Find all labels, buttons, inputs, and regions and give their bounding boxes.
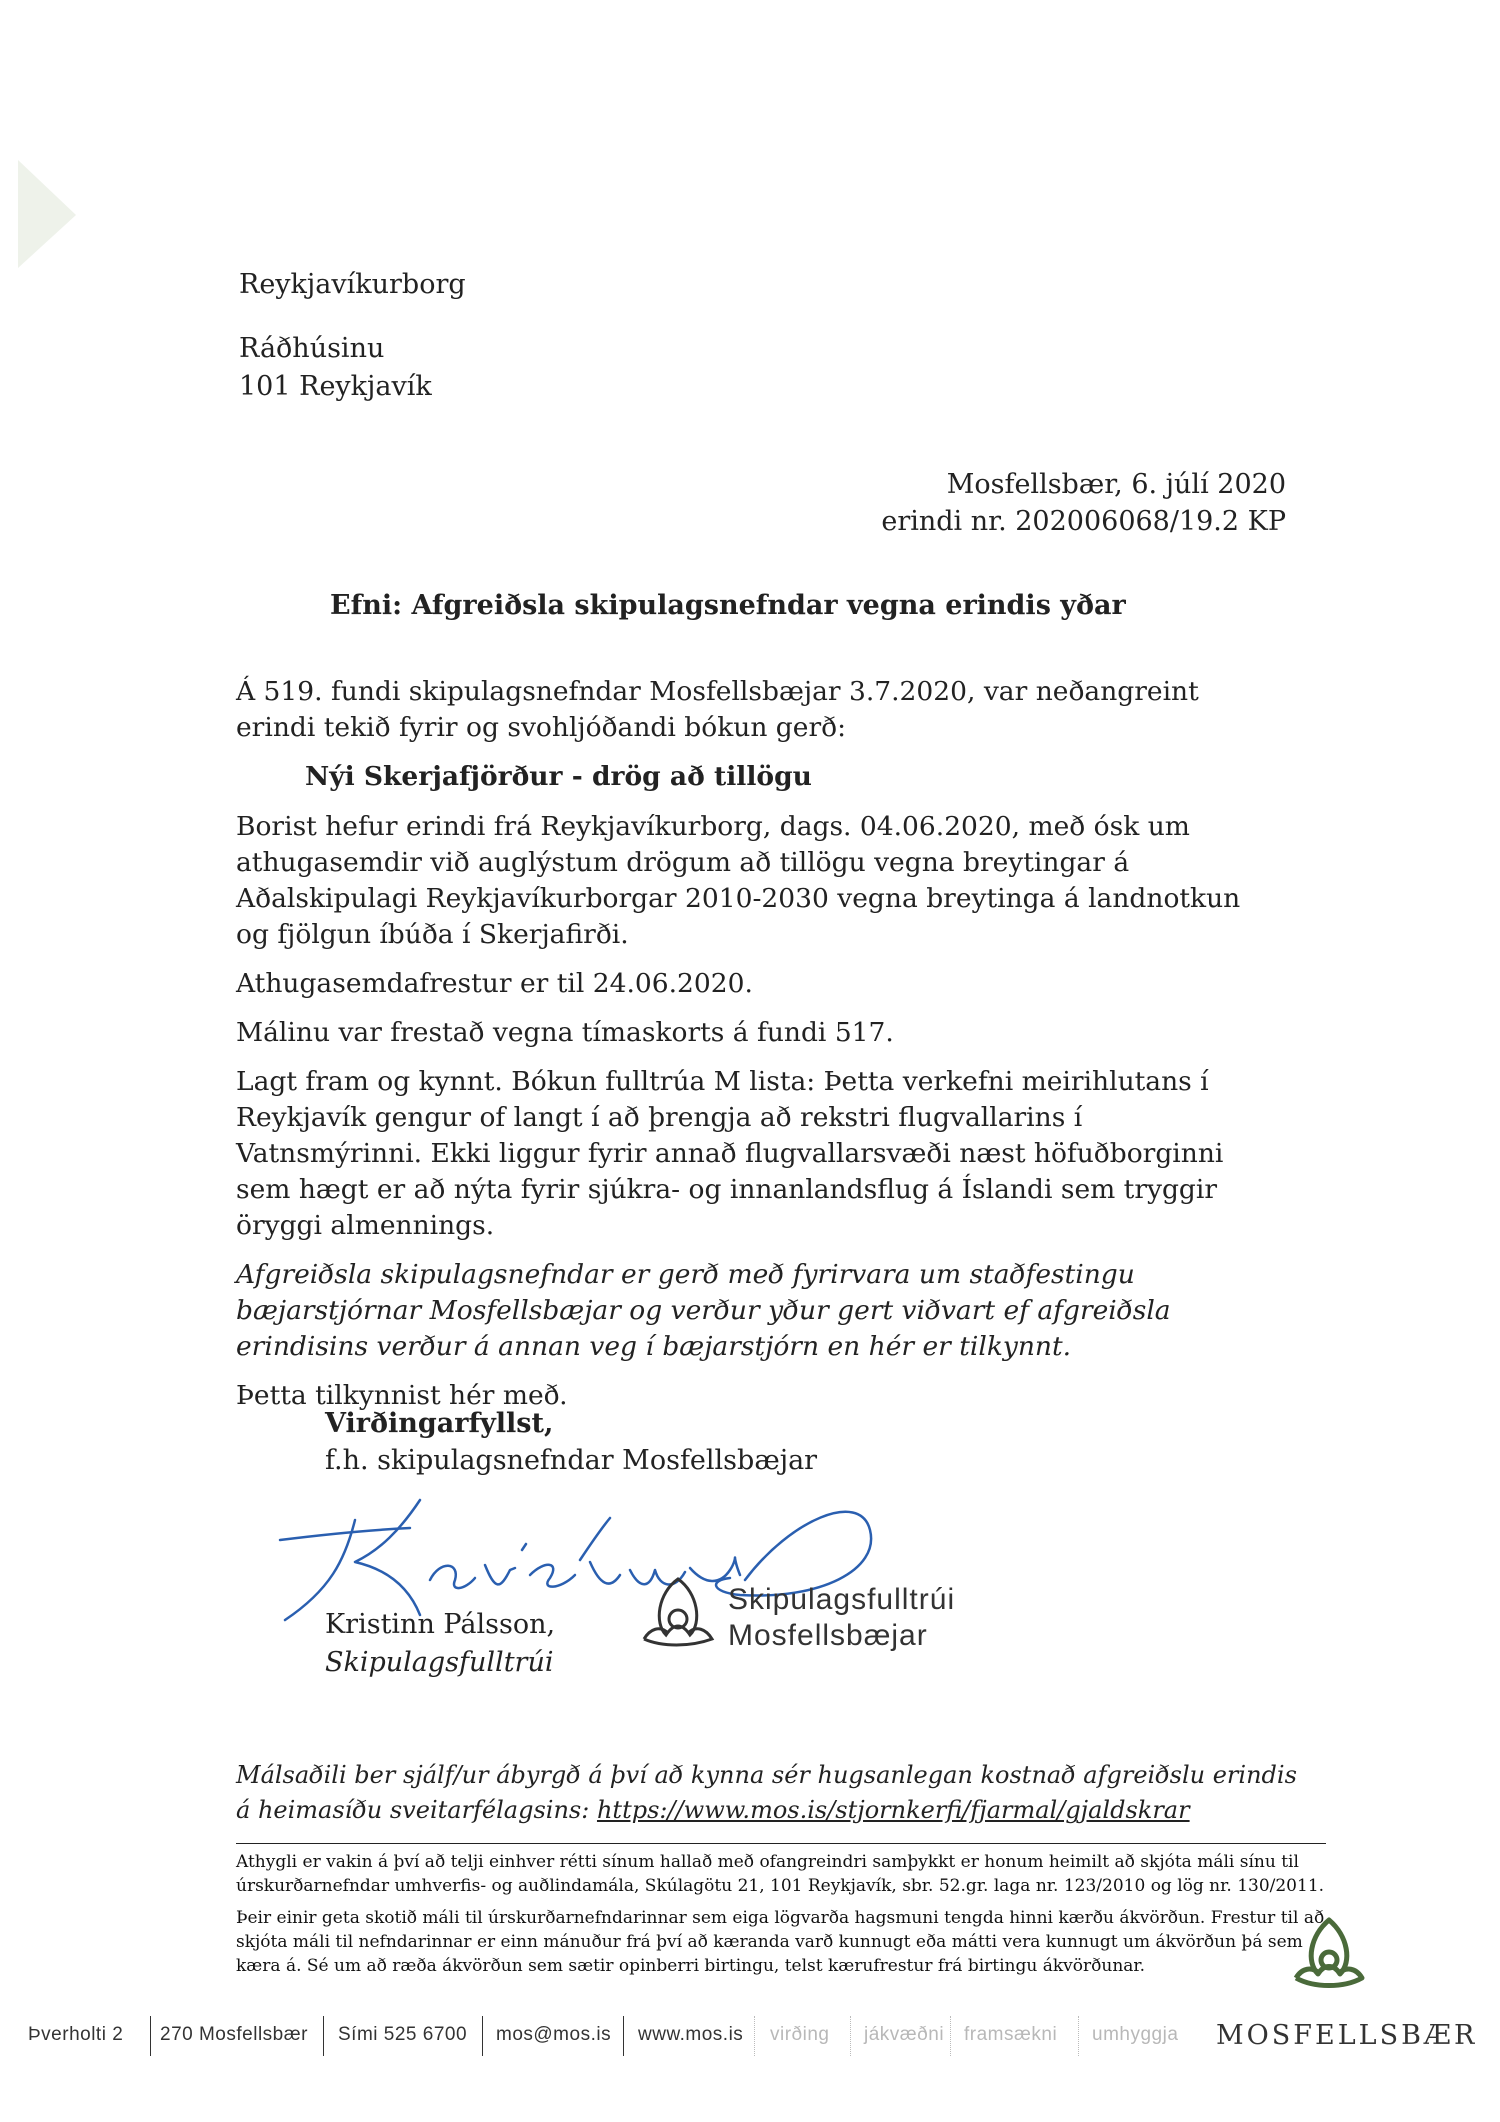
footer-separator	[1078, 2016, 1079, 2056]
date-reference-block	[881, 466, 1286, 540]
stamp-line2: Mosfellsbæjar	[728, 1619, 928, 1652]
legal-notice	[236, 1850, 1326, 1986]
letter-body	[236, 674, 1276, 1427]
footer-separator	[623, 2016, 624, 2056]
footer-separator	[150, 2016, 151, 2056]
footer-separator	[754, 2016, 755, 2056]
recipient-address-line2: 101 Reykjavík	[239, 371, 432, 402]
legal-paragraph-1: Athygli er vakin á því að telji einhver rétti sínum hallað með ofangreindri samþykkt er honum heimilt að skjóta máli sínu til úrskurðarnefndar umhverfis- og auðlindamála, Skúlagötu 21, 101 Reykjavík, sbr. 52.gr. laga nr. 123/2010 og lög nr. 130/2011.	[236, 1852, 1325, 1896]
signer-block	[325, 1606, 555, 1682]
intro-paragraph: Á 519. fundi skipulagsnefndar Mosfellsbæjar 3.7.2020, var neðangreint erindi tekið fyrir og svohljóðandi bókun gerð:	[236, 676, 1199, 743]
case-title: Nýi Skerjafjörður - drög að tillögu	[305, 761, 812, 792]
footer-email[interactable]: mos@mos.is	[496, 2024, 612, 2045]
body-paragraph-italic: Afgreiðsla skipulagsnefndar er gerð með fyrirvara um staðfestingu bæjarstjórnar Mosfellsbæjar og verður yður gert viðvart ef afgreiðsla erindisins verður á annan veg í bæjarstjórn en hér er tilkynnt.	[236, 1259, 1171, 1362]
footer-brand: MOSFELLSBÆR	[1216, 2020, 1478, 2051]
footer-value-4: umhyggja	[1092, 2024, 1179, 2045]
footer-postcode: 270 Mosfellsbær	[160, 2024, 308, 2045]
recipient-address	[239, 266, 466, 406]
subject-line: Efni: Afgreiðsla skipulagsnefndar vegna erindis yðar	[330, 590, 1126, 621]
footer-address: Þverholti 2	[28, 2024, 124, 2045]
body-paragraph-3: Málinu var frestað vegna tímaskorts á fundi 517.	[236, 1017, 894, 1048]
legal-paragraph-2: Þeir einir geta skotið máli til úrskurðarnefndarinnar sem eiga lögvarða hagsmuni tengda hinni kærðu ákvörðun. Frestur til að skjóta máli til nefndarinnar er einn mánuður frá því að kæranda varð kunnugt eða mátti vera kunnugt um ákvörðun þá sem kæra á. Sé um að ræða ákvörðun sem sætir opinberri birtingu, telst kærufrestur frá birtingu ákvörðunar.	[236, 1908, 1325, 1976]
body-paragraph-4: Lagt fram og kynnt. Bókun fulltrúa M lista: Þetta verkefni meirihlutans í Reykjavík gengur of langt í að þrengja að rekstri flugvallarins í Vatnsmýrinni. Ekki liggur fyrir annað flugvallarsvæði næst höfuðborginni sem hægt er að nýta fyrir sjúkra- og innanlandsflug á Íslandi sem tryggir öryggi almennings.	[236, 1066, 1224, 1241]
cost-note	[236, 1758, 1297, 1828]
footer-separator	[950, 2016, 951, 2056]
official-stamp	[728, 1582, 955, 1654]
signer-name: Kristinn Pálsson,	[325, 1609, 556, 1640]
body-paragraph-1: Borist hefur erindi frá Reykjavíkurborg, dags. 04.06.2020, með ósk um athugasemdir við auglýstum drögum að tillögu vegna breytingar á Aðalskipulagi Reykjavíkurborgar 2010-2030 vegna breytinga á landnotkun og fjölgun íbúða í Skerjafirði.	[236, 811, 1241, 950]
footer-value-2: jákvæðni	[864, 2024, 945, 2045]
footer-separator	[323, 2016, 324, 2056]
footer-web[interactable]: www.mos.is	[638, 2024, 744, 2045]
tariff-link[interactable]: https://www.mos.is/stjornkerfi/fjarmal/gjaldskrar	[596, 1796, 1190, 1824]
recipient-address-line1: Ráðhúsinu	[239, 333, 385, 364]
footer-separator	[850, 2016, 851, 2056]
footer-phone: Sími 525 6700	[338, 2024, 468, 2045]
body-paragraph-2: Athugasemdafrestur er til 24.06.2020.	[236, 968, 753, 999]
body-paragraph-6: Þetta tilkynnist hér með.	[236, 1380, 568, 1411]
salutation: Virðingarfyllst,	[325, 1408, 554, 1439]
divider-line	[236, 1843, 1326, 1844]
footer-bar	[0, 2016, 1500, 2056]
footer-value-3: framsækni	[964, 2024, 1058, 2045]
footer-separator	[482, 2016, 483, 2056]
signer-title: Skipulagsfulltrúi	[325, 1647, 554, 1678]
case-reference: erindi nr. 202006068/19.2 KP	[881, 506, 1286, 537]
on-behalf-line: f.h. skipulagsnefndar Mosfellsbæjar	[325, 1445, 818, 1476]
closing-block	[325, 1405, 817, 1479]
place-date: Mosfellsbær, 6. júlí 2020	[946, 469, 1286, 500]
mosfellsbaer-logo-icon	[1290, 1916, 1368, 1992]
trefoil-logo-icon	[636, 1573, 720, 1653]
cost-note-line1: Málsaðili ber sjálf/ur ábyrgð á því að kynna sér hugsanlegan kostnað afgreiðslu erindis	[236, 1761, 1297, 1789]
corner-triangle-icon	[18, 160, 78, 270]
cost-note-prefix: á heimasíðu sveitarfélagsins:	[236, 1796, 597, 1824]
cost-note-line2	[236, 1793, 1297, 1828]
stamp-line1: Skipulagsfulltrúi	[728, 1583, 956, 1616]
footer-value-1: virðing	[770, 2024, 830, 2045]
recipient-name: Reykjavíkurborg	[239, 269, 466, 300]
